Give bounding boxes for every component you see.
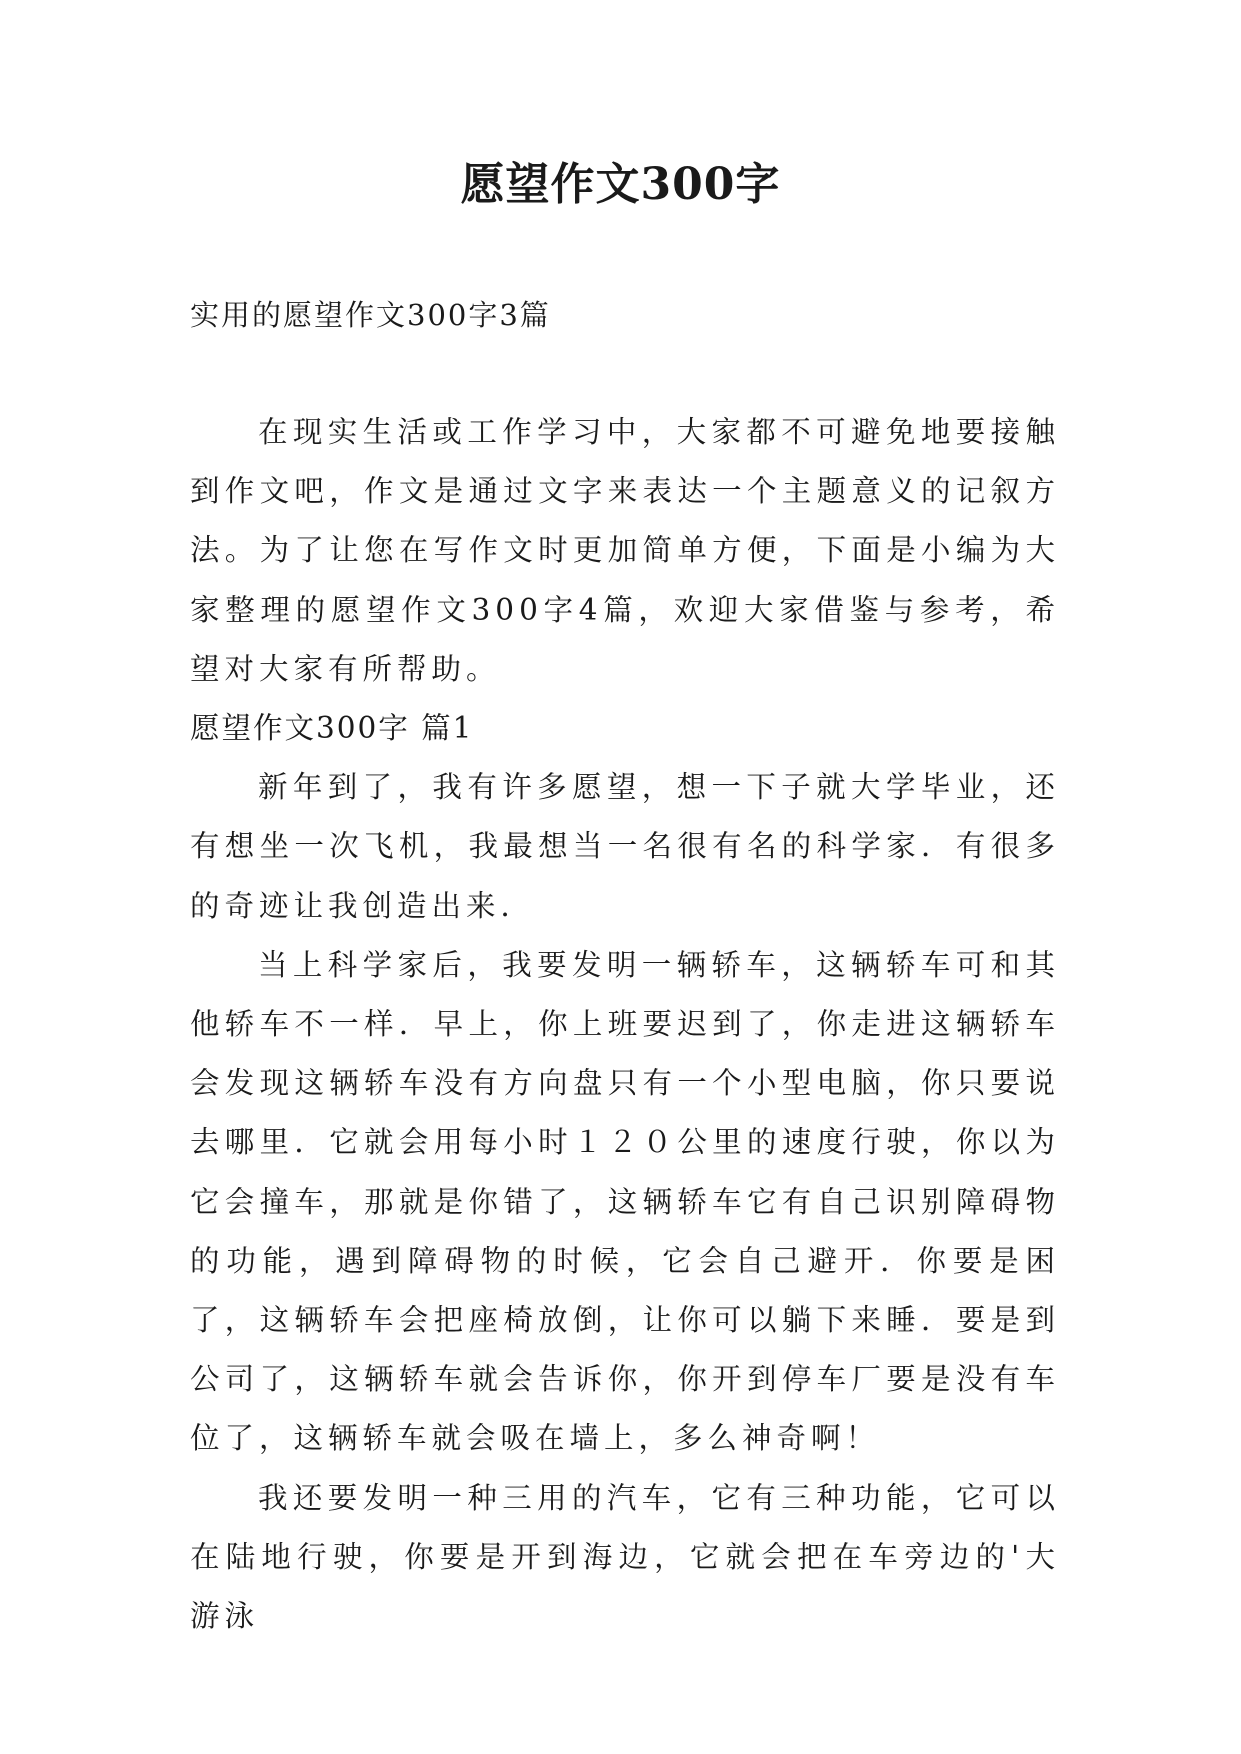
document-subtitle: 实用的愿望作文300字3篇 [190,298,551,332]
document-title: 愿望作文300字 [460,159,781,210]
body-paragraph: 当上科学家后，我要发明一辆轿车，这辆轿车可和其他轿车不一样．早上，你上班要迟到了，你走进这辆轿车会发现这辆轿车没有方向盘只有一个小型电脑，你只要说去哪里．它就会用每小时１２０公里的速度行驶，你以为它会撞车，那就是你错了，这辆轿车它有自己识别障碍物的功能，遇到障碍物的时候，它会自己避开．你要是困了，这辆轿车会把座椅放倒，让你可以躺下来睡．要是到公司了，这辆轿车就会告诉你，你开到停车厂要是没有车位了，这辆轿车就会吸在墙上，多么神奇啊！ [190,947,1060,1456]
body-paragraph: 新年到了，我有许多愿望，想一下子就大学毕业，还有想坐一次飞机，我最想当一名很有名的科学家．有很多的奇迹让我创造出来． [190,770,1060,923]
document-body [190,403,1060,1646]
body-paragraph: 我还要发明一种三用的汽车，它有三种功能，它可以在陆地行驶，你要是开到海边，它就会把在车旁边的'大游泳 [190,1480,1060,1634]
intro-paragraph: 在现实生活或工作学习中，大家都不可避免地要接触到作文吧，作文是通过文字来表达一个主题意义的记叙方法。为了让您在写作文时更加简单方便，下面是小编为大家整理的愿望作文300字4篇，欢迎大家借鉴与参考，希望对大家有所帮助。 [190,415,1060,686]
section-heading: 愿望作文300字 篇1 [190,711,474,746]
